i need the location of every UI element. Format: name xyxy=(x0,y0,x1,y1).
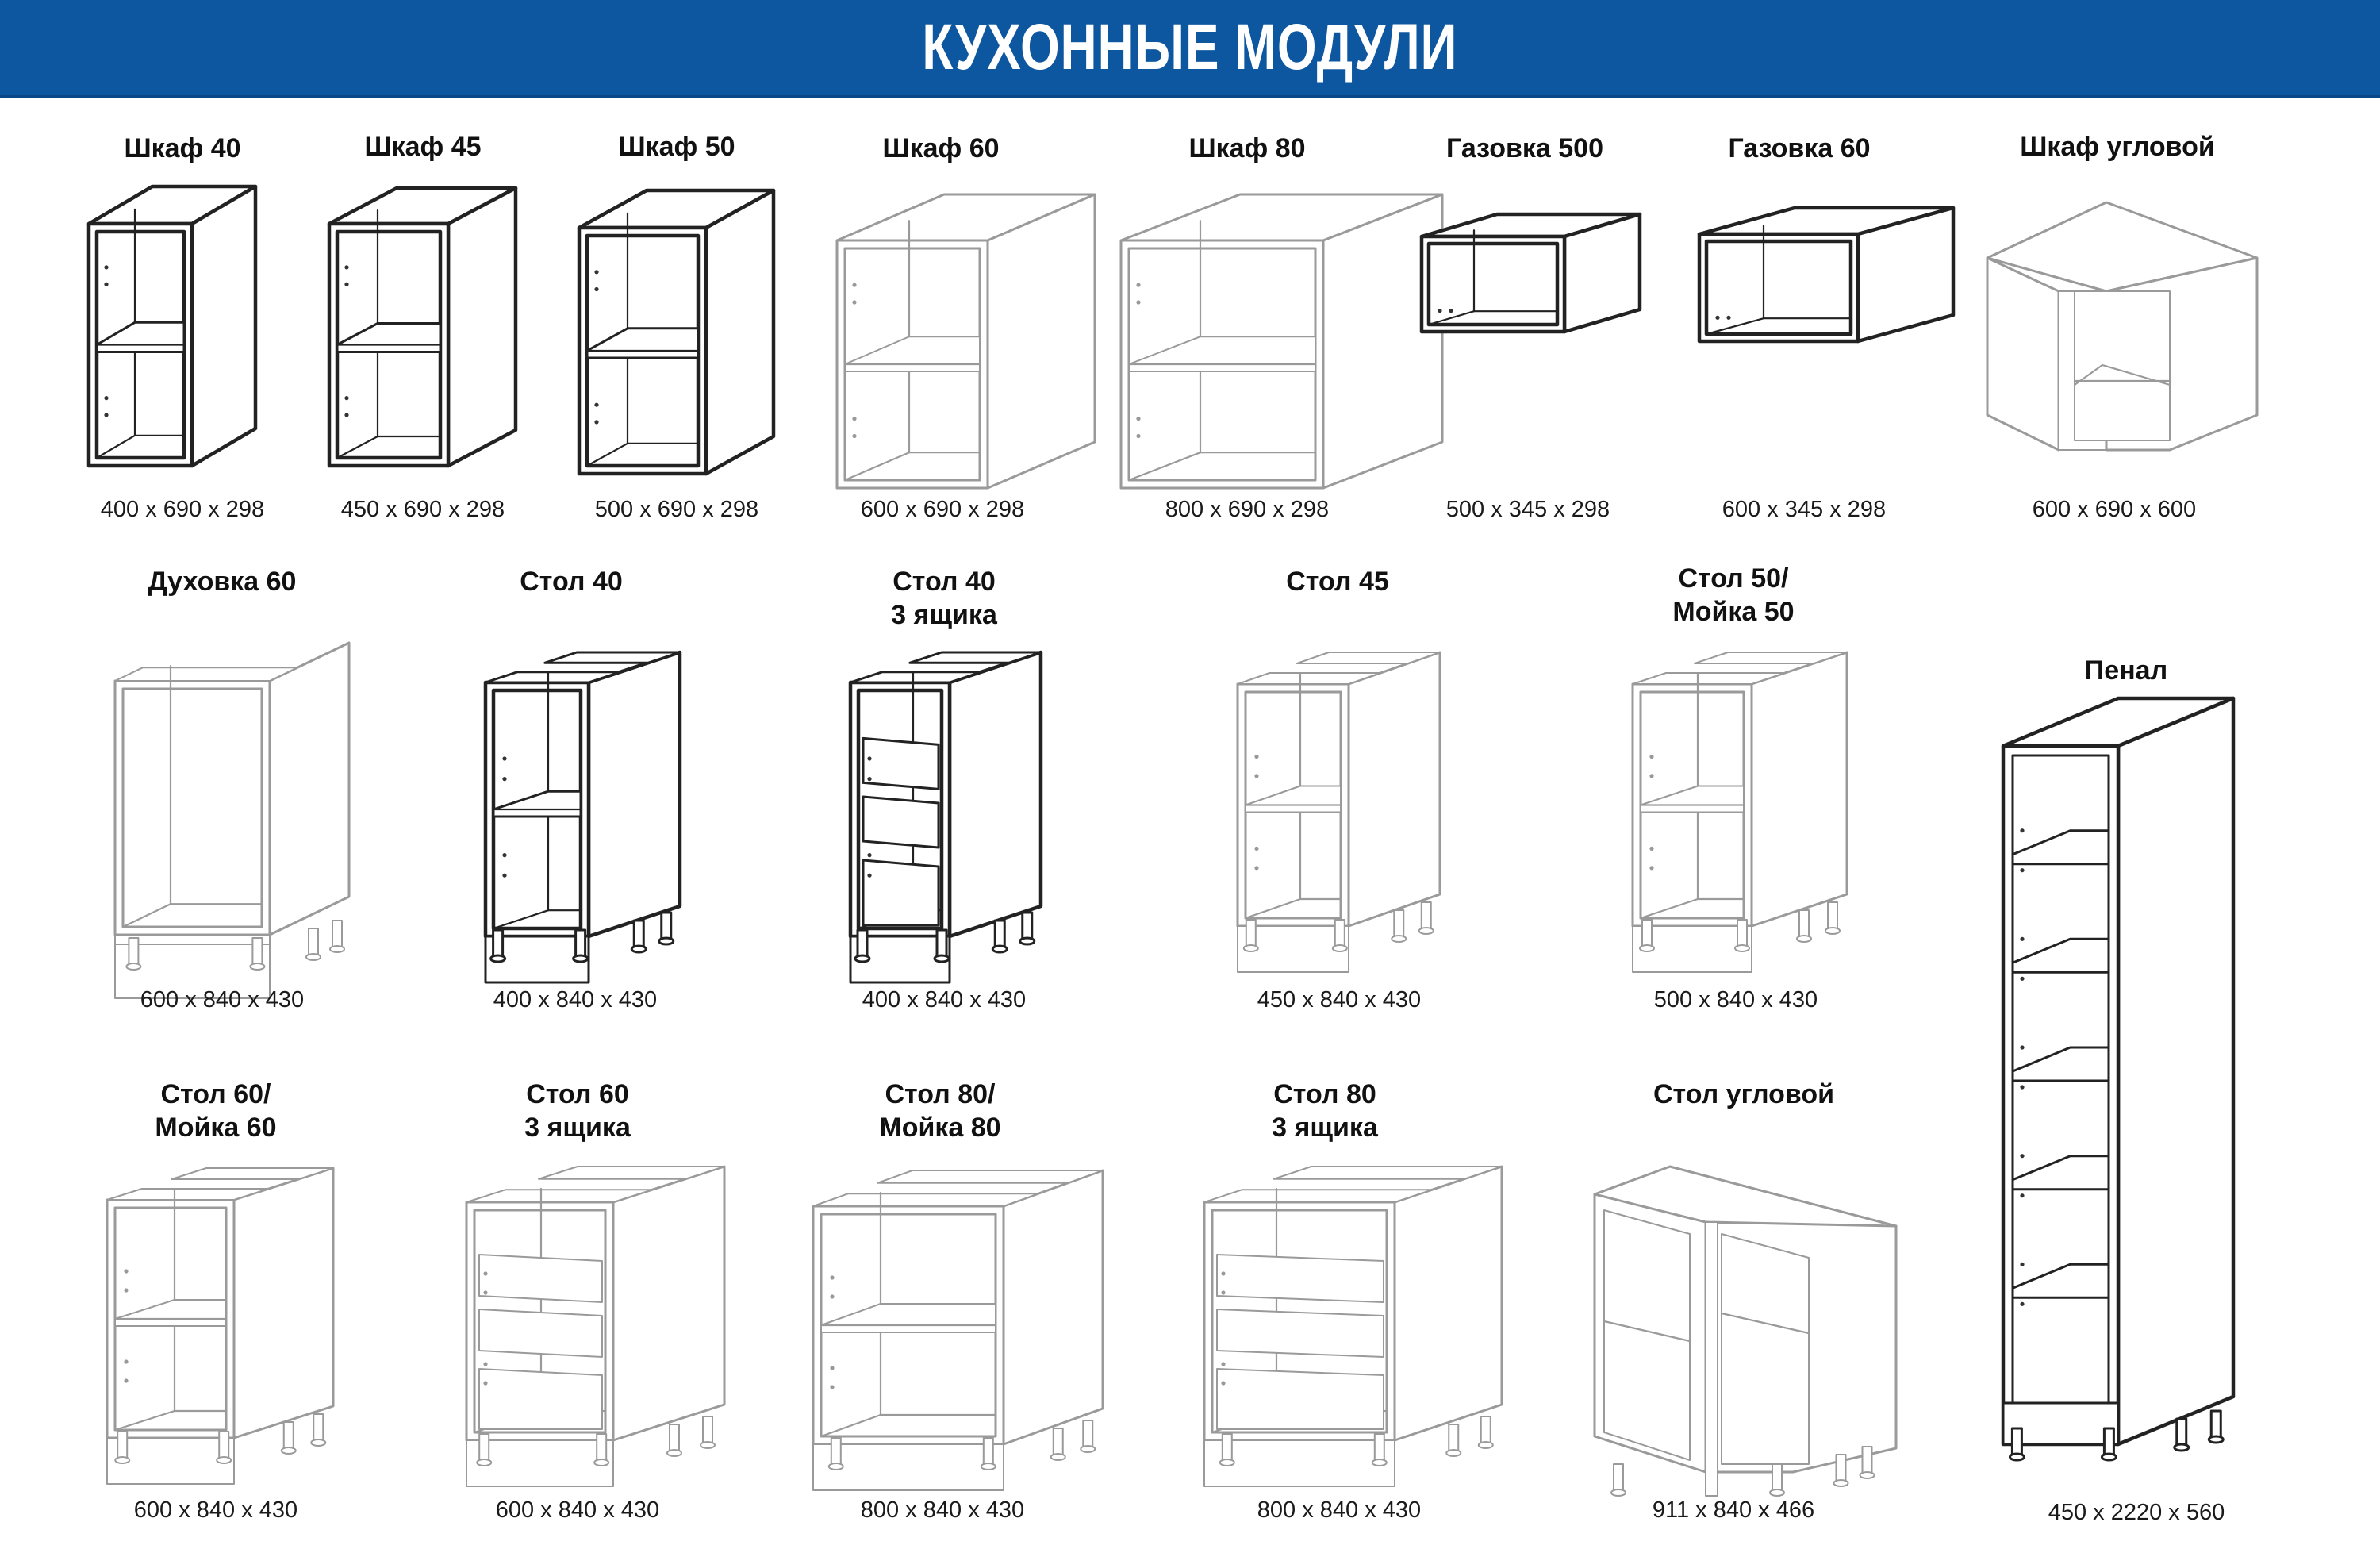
module-dims: 600 х 840 х 430 xyxy=(140,987,305,1013)
base-cabinet-icon xyxy=(107,1168,349,1525)
module-name: Газовка 60 xyxy=(1728,133,1871,163)
base-cabinet-icon xyxy=(1238,652,1456,1013)
corner-base-cabinet-icon xyxy=(1595,1163,1912,1504)
module-dims: 400 х 840 х 430 xyxy=(493,987,658,1013)
wall-cabinet-icon xyxy=(837,194,1101,494)
base-cabinet-icon xyxy=(813,1170,1119,1532)
module-dims: 800 х 690 х 298 xyxy=(1165,497,1330,522)
module-name: Шкаф 40 xyxy=(124,133,241,163)
corner-wall-cabinet-icon xyxy=(1987,202,2265,464)
module-dims: 600 х 690 х 298 xyxy=(860,497,1025,522)
module-dims: 800 х 840 х 430 xyxy=(860,1497,1025,1523)
module-dims: 500 х 345 х 298 xyxy=(1445,497,1610,522)
header-divider xyxy=(0,95,2380,98)
wall-cabinet-icon xyxy=(579,190,780,480)
module-name: Стол угловой xyxy=(1653,1079,1834,1109)
module-name: Стол 80/ Мойка 80 xyxy=(879,1079,1001,1143)
module-dims: 500 х 690 х 298 xyxy=(594,497,759,522)
module-name: Шкаф угловой xyxy=(2020,132,2215,162)
module-name: Стол 45 xyxy=(1286,567,1389,597)
module-name: Газовка 500 xyxy=(1446,133,1603,163)
module-name: Стол 50/ Мойка 50 xyxy=(1672,563,1795,627)
base-cabinet-icon xyxy=(486,652,696,1024)
gas-cabinet-icon xyxy=(1422,214,1646,338)
page-title: КУХОННЫЕ МОДУЛИ xyxy=(922,11,1458,83)
module-dims: 911 х 840 х 466 xyxy=(1652,1497,1815,1523)
header-banner xyxy=(0,0,2380,95)
module-name: Шкаф 60 xyxy=(882,133,1000,163)
module-name: Стол 60 3 ящика xyxy=(524,1079,631,1143)
module-dims: 600 х 345 х 298 xyxy=(1722,497,1887,522)
module-dims: 400 х 840 х 430 xyxy=(862,987,1027,1013)
module-dims: 450 х 840 х 430 xyxy=(1257,987,1422,1013)
drawer-base-cabinet-icon xyxy=(850,652,1057,1024)
wall-cabinet-icon xyxy=(1121,194,1449,494)
base-cabinet-icon xyxy=(1633,652,1863,1013)
module-name: Пенал xyxy=(2084,655,2168,686)
drawer-base-cabinet-icon xyxy=(466,1167,740,1528)
module-name: Стол 80 3 ящика xyxy=(1272,1079,1378,1143)
module-name: Шкаф 50 xyxy=(618,132,735,162)
gas-cabinet-icon xyxy=(1699,208,1960,348)
module-dims: 600 х 840 х 430 xyxy=(495,1497,660,1523)
module-dims: 600 х 690 х 600 xyxy=(2032,497,2197,522)
module-dims: 600 х 840 х 430 xyxy=(133,1497,298,1523)
module-dims: 400 х 690 х 298 xyxy=(100,497,265,522)
drawer-base-cabinet-icon xyxy=(1204,1167,1518,1528)
wall-cabinet-icon xyxy=(329,188,522,472)
oven-base-cabinet-icon xyxy=(115,643,365,1038)
tall-cabinet-icon xyxy=(2003,698,2249,1484)
wall-cabinet-icon xyxy=(89,186,262,472)
module-dims: 450 х 690 х 298 xyxy=(340,497,505,522)
module-name: Шкаф 80 xyxy=(1188,133,1306,163)
module-name: Стол 60/ Мойка 60 xyxy=(155,1079,277,1143)
module-name: Стол 40 xyxy=(520,567,623,597)
module-dims: 500 х 840 х 430 xyxy=(1653,987,1818,1013)
module-name: Духовка 60 xyxy=(148,567,297,597)
module-dims: 800 х 840 х 430 xyxy=(1257,1497,1422,1523)
module-name: Стол 40 3 ящика xyxy=(891,567,997,630)
module-dims: 450 х 2220 х 560 xyxy=(2048,1500,2225,1525)
module-name: Шкаф 45 xyxy=(364,132,482,162)
